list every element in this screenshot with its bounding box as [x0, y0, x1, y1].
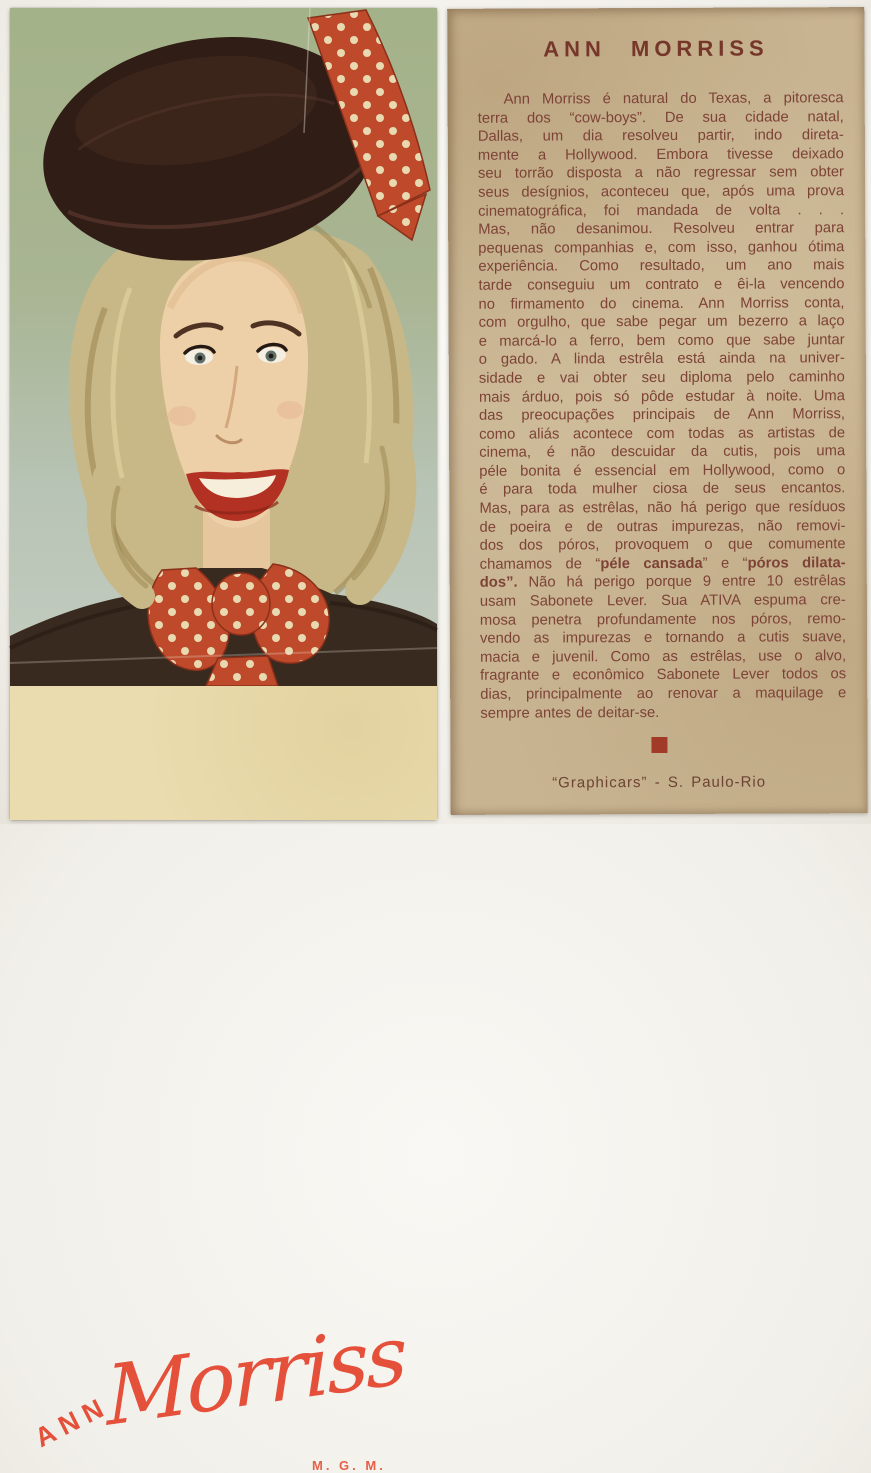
back-title: ANN MORRISS: [543, 35, 769, 62]
front-card: [10, 8, 437, 1473]
text-line: dos”. Não há perigo porque 9 entre 10 estrêlas: [479, 573, 846, 592]
text-line: Mas, não desanimou. Resolveu entrar para: [478, 220, 845, 238]
text-line: experiência. Como resultado, um ano mais: [478, 257, 845, 276]
text-line: sidade e vai obter seu diploma pelo caminho: [478, 369, 845, 387]
studio-label: M. G. M.: [312, 1458, 386, 1473]
text-line: fragrante e econômico Sabonete Lever todos os: [480, 666, 847, 685]
red-square-ornament: [651, 737, 667, 753]
front-caption-strip: [10, 686, 437, 1473]
text-line: péle bonita é essencial em Hollywood, como o: [479, 462, 846, 480]
text-line: cinema, é não descuidar da cutis, pois uma: [479, 443, 846, 462]
text-line: Ann Morriss é natural do Texas, a pitoresca: [503, 90, 844, 108]
text-line: pequenas companhias e, com isso, ganhou ótima: [478, 238, 845, 257]
text-line: mosa penetra profundamente nos póros, remo-: [479, 610, 846, 629]
text-line: terra dos “cow-boys”. De sua cidade natal,: [477, 108, 844, 127]
text-line: tarde conseguiu um contrato e êi-la vencendo: [478, 276, 845, 294]
text-line: sempre antes de deitar-se.: [480, 704, 660, 722]
text-line: seus desígnios, aconteceu que, após uma prova: [478, 183, 845, 201]
text-line: é para toda mulher ciosa de seus encantos.: [479, 480, 846, 499]
text-line: mente a Hollywood. Embora tivesse deixado: [477, 145, 844, 164]
text-line: macia e juvenil. Como as estrêlas, use o alvo,: [480, 647, 847, 666]
text-line: Dallas, um dia resolveu partir, indo direta-: [477, 127, 844, 145]
text-line: mais árduo, pois só pôde estudar à noite. Uma: [478, 387, 845, 406]
front-name-caps: ANN: [29, 1390, 115, 1454]
text-line: das preocupações principais de Ann Morriss,: [478, 406, 846, 424]
text-line: seu torrão disposta a não regressar sem obter: [477, 164, 844, 183]
text-line: e marcá-lo a ferro, bem como que sabe juntar: [478, 331, 845, 350]
biography-paragraph: [448, 89, 868, 723]
text-line: o gado. A linda estrêla está ainda na univer-: [478, 350, 845, 369]
text-line: usam Sabonete Lever. Sua ATIVA espuma cre-: [479, 592, 846, 610]
text-line: chamamos de “péle cansada” e “póros dilata-: [479, 555, 846, 573]
text-line: cinematográfica, foi mandada de volta . . .: [478, 201, 845, 220]
text-line: dias, principalmente ao renovar a maquilage e: [480, 685, 847, 703]
portrait-photo: [10, 8, 437, 686]
text-line: no firmamento do cinema. Ann Morriss conta,: [478, 294, 845, 313]
text-line: dos dos póros, provoquem o que comumente: [479, 536, 846, 555]
text-line: Mas, para as estrêlas, não há perigo que resíduos: [479, 499, 846, 517]
actress-signature: Morriss: [104, 1307, 407, 1445]
back-card: [447, 7, 868, 815]
printer-credit: “Graphicars” - S. Paulo-Rio: [552, 773, 767, 792]
text-line: de poeira e de outras impurezas, não removi-: [479, 517, 846, 536]
text-line: como aliás acontece com todas as artistas de: [479, 424, 846, 443]
text-line: vendo as impurezas e tornando a cutis suave,: [479, 629, 847, 647]
text-line: com orgulho, que sabe pegar um bezerro a laço: [478, 313, 845, 331]
